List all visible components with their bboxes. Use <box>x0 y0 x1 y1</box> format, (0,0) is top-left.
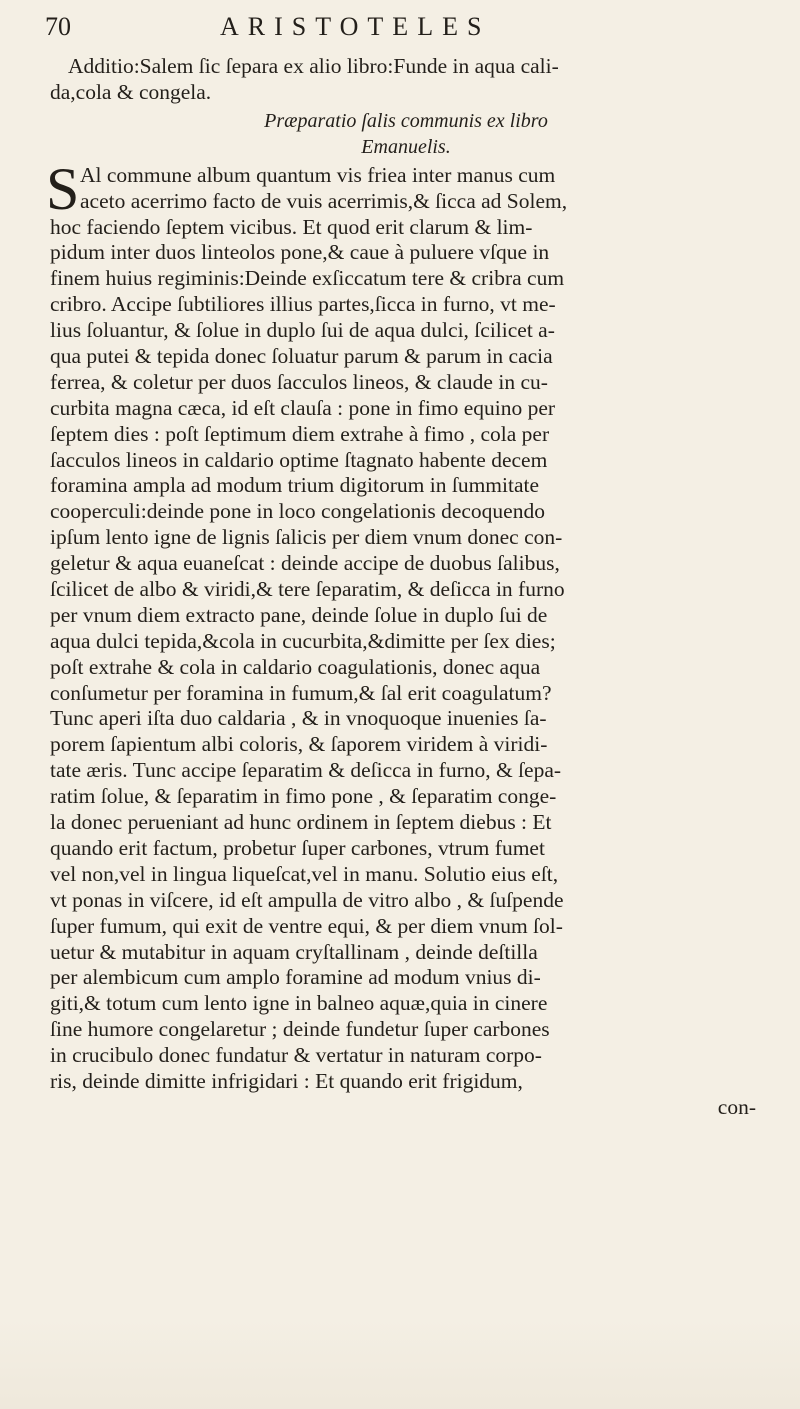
text-line: ſcilicet de albo & viridi,& tere ſeparatim, & deſicca in furno <box>50 577 565 602</box>
text-line: Tunc aperi iſta duo caldaria , & in vnoquoque inuenies ſa- <box>50 706 547 731</box>
text-line: qua putei & tepida donec ſoluatur parum & parum in cacia <box>50 344 553 369</box>
text-line: conſumetur per foramina in fumum,& ſal erit coagulatum? <box>50 680 552 705</box>
text-line: ratim ſolue, & ſeparatim in fimo pone , & ſeparatim conge- <box>50 784 557 809</box>
drop-cap: S <box>46 155 80 222</box>
running-head: ARISTOTELES <box>220 12 491 41</box>
text-line: ferrea, & coletur per duos ſacculos lineos, & claude in cu- <box>50 369 548 394</box>
text-line: la donec perueniant ad hunc ordinem in ſeptem diebus : Et <box>50 810 552 835</box>
text-line: cooperculi:deinde pone in loco congelationis decoquendo <box>50 499 545 524</box>
text-line: hoc faciendo ſeptem vicibus. Et quod erit clarum & lim- <box>50 214 533 239</box>
page-bottom-margin <box>0 1319 800 1409</box>
text-line: per vnum diem extracto pane, deinde ſolue in duplo ſui de <box>50 602 548 627</box>
text-line: ipſum lento igne de lignis ſalicis per diem vnum donec con- <box>50 525 563 550</box>
text-line: aceto acerrimo facto de vuis acerrimis,& ſicca ad Solem, <box>80 188 568 213</box>
text-line: Al commune album quantum vis friea inter manus cum <box>80 162 556 187</box>
text-line: ris, deinde dimitte infrigidari : Et quando erit frigidum, <box>50 1068 523 1093</box>
text-line: geletur & aqua euaneſcat : deinde accipe de duobus ſalibus, <box>50 551 560 576</box>
text-line: quando erit factum, probetur ſuper carbones, vtrum fumet <box>50 835 545 860</box>
text-line: per alembicum cum amplo foramine ad modum vnius di- <box>50 965 541 990</box>
text-line: porem ſapientum albi coloris, & ſaporem viridem à viridi- <box>50 732 548 757</box>
section-heading: Præparatio ſalis communis ex libro <box>264 109 548 132</box>
text-line: in crucibulo donec fundatur & vertatur in naturam corpo- <box>50 1043 542 1068</box>
page-number: 70 <box>45 12 71 41</box>
text-line: foramina ampla ad modum trium digitorum in ſummitate <box>50 473 540 498</box>
text-line: pidum inter duos linteolos pone,& caue à puluere vſque in <box>50 240 550 265</box>
text-line: poſt extrahe & cola in caldario coagulationis, donec aqua <box>50 654 541 679</box>
page-header <box>45 10 765 50</box>
section-heading-author: Emanuelis. <box>361 135 451 158</box>
text-line: uetur & mutabitur in aquam cryſtallinam , deinde deſtilla <box>50 939 538 964</box>
text-line: cribro. Accipe ſubtiliores illius partes,ſicca in furno, vt me- <box>50 292 556 317</box>
text-line: ſacculos lineos in caldario optime ſtagnato habente decem <box>50 447 548 472</box>
text-line: vel non,vel in lingua liqueſcat,vel in manu. Solutio eius eſt, <box>50 861 559 886</box>
catchword: con- <box>717 1094 756 1119</box>
text-line: ſeptem dies : poſt ſeptimum diem extrahe à fimo , cola per <box>50 421 550 446</box>
text-line: aqua dulci tepida,&cola in cucurbita,&dimitte per ſex dies; <box>50 628 556 653</box>
paragraph <box>46 155 762 1121</box>
text-line: finem huius regiminis:Deinde exſiccatum tere & cribra cum <box>50 266 565 291</box>
text-line: giti,& totum cum lento igne in balneo aquæ,quia in cinere <box>50 991 548 1016</box>
addition-line: Additio:Salem ſic ſepara ex alio libro:Funde in aqua cali- <box>68 54 559 78</box>
addition-line: da,cola & congela. <box>50 79 212 104</box>
text-line: curbita magna cæca, id eſt clauſa : pone in fimo equino per <box>50 395 556 420</box>
text-line: lius ſoluantur, & ſolue in duplo ſui de aqua dulci, ſcilicet a- <box>50 318 555 343</box>
text-line: ſuper fumum, qui exit de ventre equi, & per diem vnum ſol- <box>50 913 563 938</box>
text-line: tate æris. Tunc accipe ſeparatim & deſicca in furno, & ſepa- <box>50 758 562 783</box>
text-line: vt ponas in viſcere, id eſt ampulla de vitro albo , & ſuſpende <box>50 887 564 912</box>
text-line: ſine humore congelaretur ; deinde fundetur ſuper carbones <box>50 1017 550 1042</box>
main-text <box>46 54 762 1121</box>
